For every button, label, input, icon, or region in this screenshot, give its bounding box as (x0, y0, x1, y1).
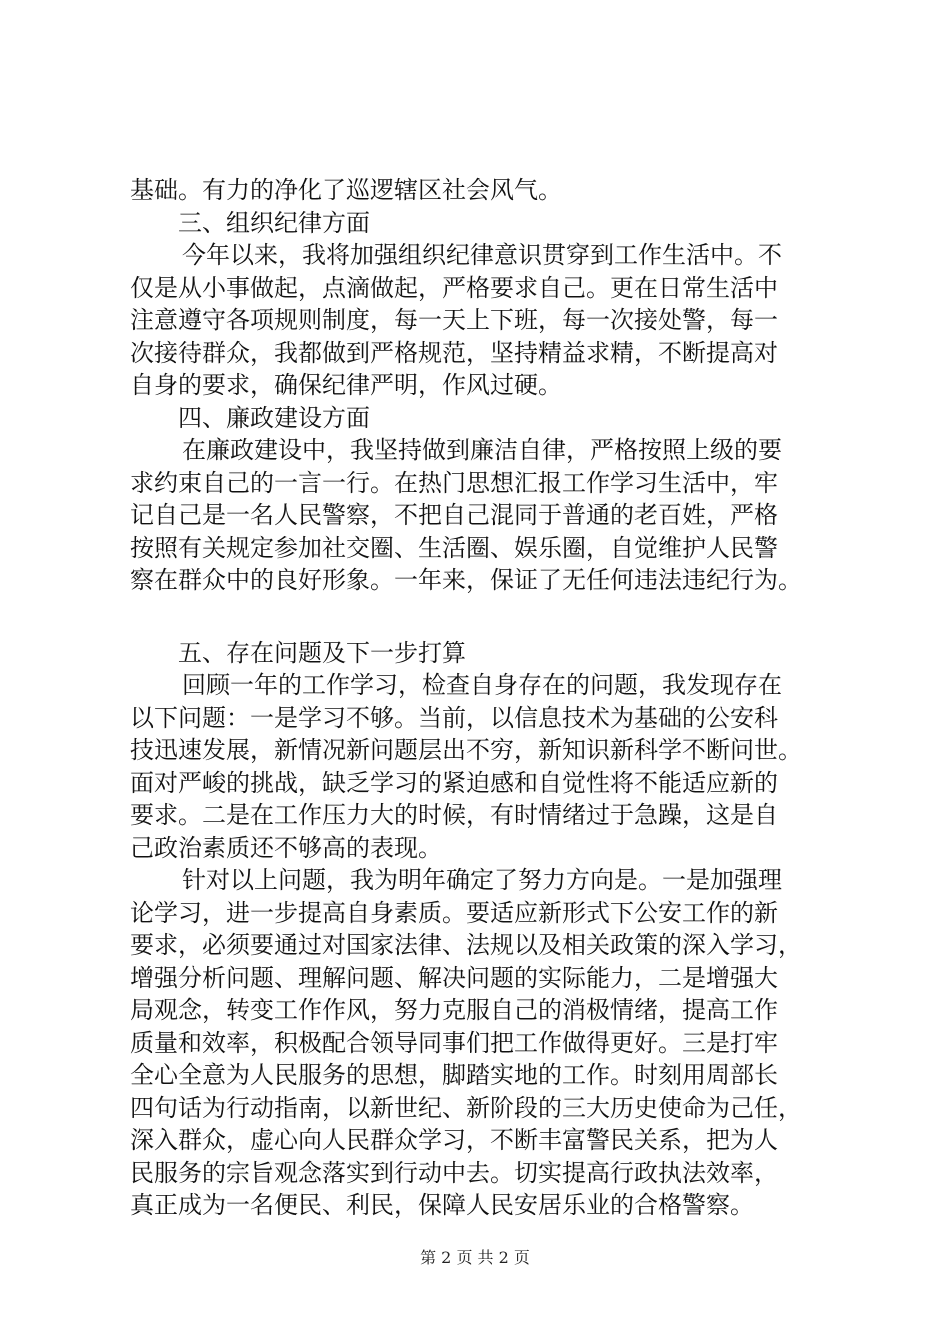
text-line: 民服务的宗旨观念落实到行动中去。切实提高行政执法效率， (130, 1158, 778, 1187)
text-line: 深入群众，虚心向人民群众学习，不断丰富警民关系，把为人 (130, 1126, 778, 1154)
text-line: 技迅速发展，新情况新问题层出不穷，新知识新科学不断问世。 (130, 736, 802, 764)
text-line: 今年以来，我将加强组织纪律意识贯穿到工作生活中。不 (182, 241, 782, 269)
text-line: 面对严峻的挑战，缺乏学习的紧迫感和自觉性将不能适应新的 (130, 768, 778, 797)
page-number-footer: 第 2 页 共 2 页 (420, 1248, 530, 1267)
text-line: 增强分析问题、理解问题、解决问题的实际能力，二是增强大 (130, 963, 778, 992)
blank-line (130, 597, 850, 637)
text-line: 察在群众中的良好形象。一年来，保证了无任何违法违纪行为。 (130, 566, 802, 594)
text-line: 全心全意为人民服务的思想，脚踏实地的工作。时刻用周部长 (130, 1061, 778, 1089)
text-line: 在廉政建设中，我坚持做到廉洁自律，严格按照上级的要 (182, 436, 782, 464)
section-heading-integrity: 四、廉政建设方面 (178, 403, 370, 432)
text-line: 真正成为一名便民、利民，保障人民安居乐业的合格警察。 (130, 1191, 754, 1219)
text-line: 质量和效率，积极配合领导同事们把工作做得更好。三是打牢 (130, 1028, 778, 1057)
document-body (130, 174, 850, 1222)
section-heading-discipline: 三、组织纪律方面 (178, 208, 370, 237)
text-line: 四句话为行动指南，以新世纪、新阶段的三大历史使命为己任， (130, 1093, 802, 1122)
text-line: 回顾一年的工作学习，检查自身存在的问题，我发现存在 (182, 671, 782, 699)
text-line: 要求。二是在工作压力大的时候，有时情绪过于急躁，这是自 (130, 801, 778, 829)
text-line: 按照有关规定参加社交圈、生活圈、娱乐圈，自觉维护人民警 (130, 533, 778, 562)
text-line: 要求，必须要通过对国家法律、法规以及相关政策的深入学习， (130, 931, 802, 959)
text-line: 自身的要求，确保纪律严明，作风过硬。 (130, 371, 562, 399)
text-line: 次接待群众，我都做到严格规范，坚持精益求精，不断提高对 (130, 338, 778, 367)
text-line: 记自己是一名人民警察，不把自己混同于普通的老百姓，严格 (130, 501, 778, 529)
text-line: 注意遵守各项规则制度，每一天上下班，每一次接处警，每一 (130, 306, 778, 334)
text-line: 己政治素质还不够高的表现。 (130, 833, 442, 862)
text-line: 局观念，转变工作作风，努力克服自己的消极情绪，提高工作 (130, 996, 778, 1024)
section-heading-problems: 五、存在问题及下一步打算 (178, 638, 466, 667)
text-line: 仅是从小事做起，点滴做起，严格要求自己。更在日常生活中 (130, 273, 778, 302)
text-line: 论学习，进一步提高自身素质。要适应新形式下公安工作的新 (130, 898, 778, 927)
text-line: 求约束自己的一言一行。在热门思想汇报工作学习生活中，牢 (130, 468, 778, 497)
text-line: 针对以上问题，我为明年确定了努力方向是。一是加强理 (182, 866, 782, 894)
text-line: 基础。有力的净化了巡逻辖区社会风气。 (130, 176, 562, 204)
text-line: 以下问题：一是学习不够。当前，以信息技术为基础的公安科 (130, 703, 778, 732)
